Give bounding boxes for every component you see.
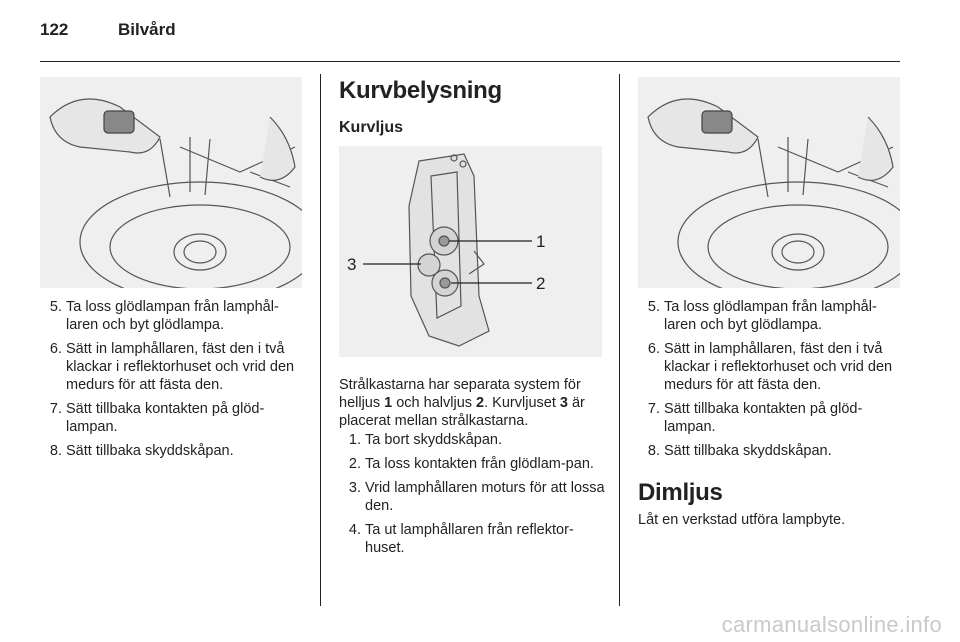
- list-item: 8. Sätt tillbaka skyddskåpan.: [647, 443, 832, 459]
- site-watermark: carmanualsonline.info: [721, 612, 942, 637]
- list-item: 8. Sätt tillbaka skyddskåpan.: [49, 443, 234, 459]
- subsection-heading: Kurvljus: [339, 119, 404, 136]
- list-item: 6. Sätt in lamphållaren, fäst den i två klackar i reflektorhuset och vrid den medurs för att fästa den.: [49, 341, 295, 393]
- section-text: Låt en verkstad utföra lampbyte.: [638, 512, 846, 528]
- section-heading: Kurvbelysning: [339, 77, 502, 104]
- section-heading: Dimljus: [638, 479, 723, 506]
- column-divider: [619, 74, 620, 606]
- header-rule: [40, 61, 900, 62]
- headlamp-illustration: [339, 146, 602, 357]
- page-number: 122: [40, 20, 69, 39]
- list-item: 2. Ta loss kontakten från glödlam-pan.: [348, 456, 594, 472]
- list-item: 5. Ta loss glödlampan från lamphål-laren och byt glödlampa.: [49, 299, 279, 333]
- list-item: 5. Ta loss glödlampan från lamphål-laren och byt glödlampa.: [647, 299, 877, 333]
- headlamp-description: Strålkastarna har separata system för helljus 1 och halvljus 2. Kurvljuset 3 är placerat mellan strålkastarna.: [339, 377, 585, 429]
- right-steps-list: [638, 298, 908, 466]
- list-item: 3. Vrid lamphållaren moturs för att lossa den.: [348, 480, 605, 514]
- list-item: 7. Sätt tillbaka kontakten på glöd-lampan.: [49, 401, 265, 435]
- bulb-replacement-illustration: [40, 77, 302, 288]
- left-steps-list: [40, 298, 308, 466]
- callout-1: 1: [536, 232, 546, 251]
- section-title: Bilvård: [118, 20, 176, 39]
- column-divider: [320, 74, 321, 606]
- list-item: 1. Ta bort skyddskåpan.: [348, 432, 503, 448]
- bulb-replacement-illustration: [638, 77, 900, 288]
- list-item: 6. Sätt in lamphållaren, fäst den i två klackar i reflektorhuset och vrid den medurs för att fästa den.: [647, 341, 893, 393]
- callout-3: 3: [347, 255, 357, 274]
- callout-2: 2: [536, 274, 546, 293]
- middle-steps-list: [339, 431, 607, 563]
- list-item: 4. Ta ut lamphållaren från reflektor-huset.: [348, 522, 574, 556]
- list-item: 7. Sätt tillbaka kontakten på glöd-lampan.: [647, 401, 863, 435]
